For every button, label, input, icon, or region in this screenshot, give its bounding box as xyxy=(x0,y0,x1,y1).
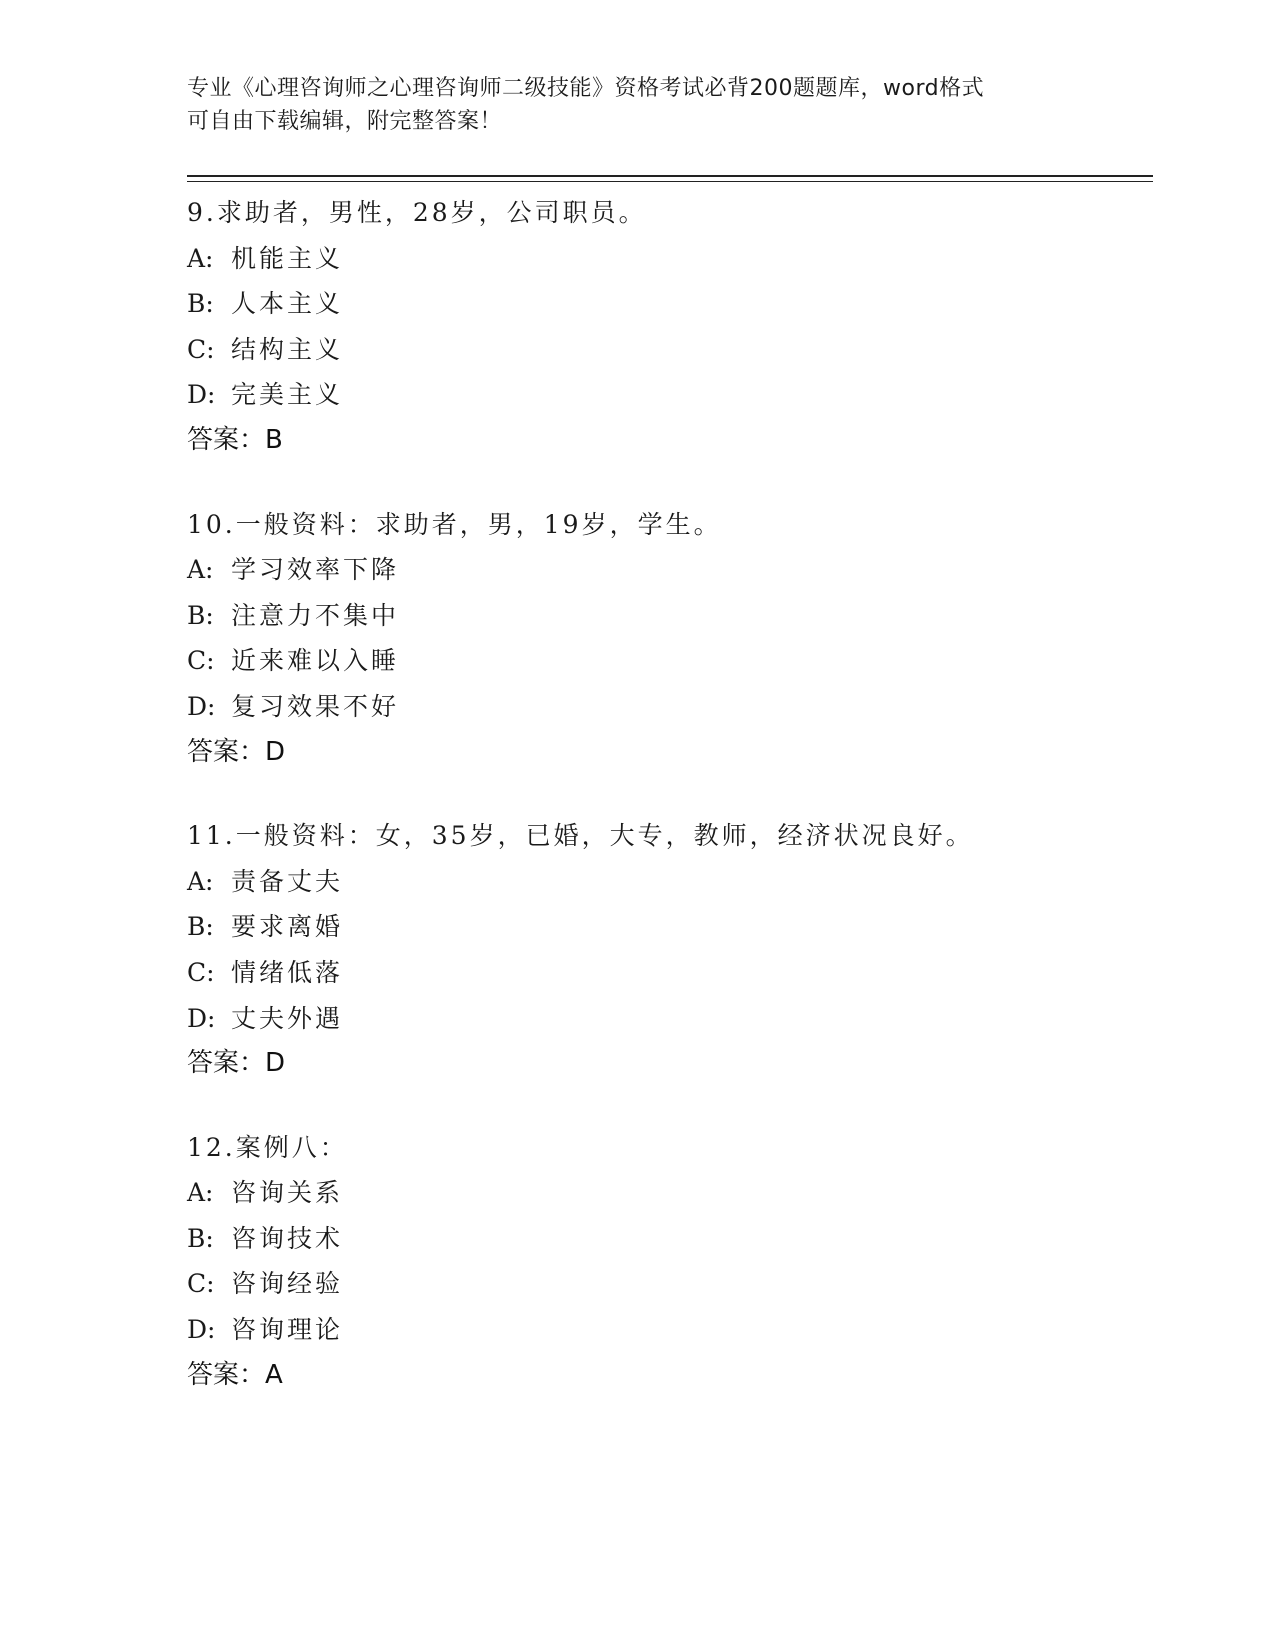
question-11 xyxy=(187,813,1147,1087)
header-divider-thin xyxy=(187,181,1153,182)
option-b xyxy=(187,281,1147,327)
option-text: 完美主义 xyxy=(231,380,344,410)
header-line-1: 专业《心理咨询师之心理咨询师二级技能》资格考试必背200题题库，word格式 xyxy=(187,76,985,101)
option-text: 责备丈夫 xyxy=(231,866,344,896)
question-stem: 11.一般资料：女，35岁，已婚，大专，教师，经济状况良好。 xyxy=(187,821,974,851)
question-stem: 12.案例八： xyxy=(187,1132,348,1162)
option-c xyxy=(187,638,1147,684)
option-text: 注意力不集中 xyxy=(231,600,400,630)
answer-line: 答案：A xyxy=(187,1359,283,1390)
option-text: 咨询关系 xyxy=(231,1178,344,1208)
option-text: 复习效果不好 xyxy=(231,691,400,721)
option-d xyxy=(187,684,1147,730)
option-letter: B: xyxy=(187,912,214,942)
document-header xyxy=(187,72,1087,138)
option-d xyxy=(187,372,1147,418)
option-c xyxy=(187,327,1147,373)
option-b xyxy=(187,1216,1147,1262)
option-b xyxy=(187,904,1147,950)
question-stem: 10.一般资料：求助者，男，19岁，学生。 xyxy=(187,509,722,539)
option-letter: D: xyxy=(187,380,216,410)
option-a xyxy=(187,1170,1147,1216)
question-12 xyxy=(187,1125,1147,1399)
option-a xyxy=(187,859,1147,905)
option-letter: B: xyxy=(187,1223,214,1253)
option-c xyxy=(187,950,1147,996)
option-letter: D: xyxy=(187,1003,216,1033)
option-text: 咨询经验 xyxy=(231,1269,344,1299)
answer-line: 答案：B xyxy=(187,424,283,455)
option-letter: C: xyxy=(187,334,215,364)
option-text: 咨询理论 xyxy=(231,1315,344,1345)
option-letter: A: xyxy=(187,243,214,273)
option-letter: C: xyxy=(187,957,215,987)
option-d xyxy=(187,996,1147,1042)
header-line-2: 可自由下载编辑，附完整答案！ xyxy=(187,109,503,134)
option-a xyxy=(187,236,1147,282)
option-letter: B: xyxy=(187,289,214,319)
question-10 xyxy=(187,502,1147,776)
option-text: 结构主义 xyxy=(231,334,344,364)
option-text: 机能主义 xyxy=(231,243,344,273)
option-b xyxy=(187,593,1147,639)
option-text: 学习效率下降 xyxy=(231,555,400,585)
option-text: 要求离婚 xyxy=(231,912,344,942)
option-letter: C: xyxy=(187,646,215,676)
option-letter: A: xyxy=(187,866,214,896)
option-a xyxy=(187,547,1147,593)
option-letter: A: xyxy=(187,1178,214,1208)
option-text: 人本主义 xyxy=(231,289,344,319)
option-letter: D: xyxy=(187,1315,216,1345)
question-9 xyxy=(187,190,1147,464)
option-letter: B: xyxy=(187,600,214,630)
option-letter: C: xyxy=(187,1269,215,1299)
option-d xyxy=(187,1307,1147,1353)
answer-line: 答案：D xyxy=(187,736,286,767)
option-text: 咨询技术 xyxy=(231,1223,344,1253)
option-letter: A: xyxy=(187,555,214,585)
option-letter: D: xyxy=(187,691,216,721)
option-text: 情绪低落 xyxy=(231,957,344,987)
option-text: 近来难以入睡 xyxy=(231,646,400,676)
question-list xyxy=(187,190,1147,1436)
question-stem: 9.求助者，男性，28岁，公司职员。 xyxy=(187,198,647,227)
header-divider-thick xyxy=(187,175,1153,177)
answer-line: 答案：D xyxy=(187,1048,286,1079)
option-c xyxy=(187,1261,1147,1307)
option-text: 丈夫外遇 xyxy=(231,1003,344,1033)
